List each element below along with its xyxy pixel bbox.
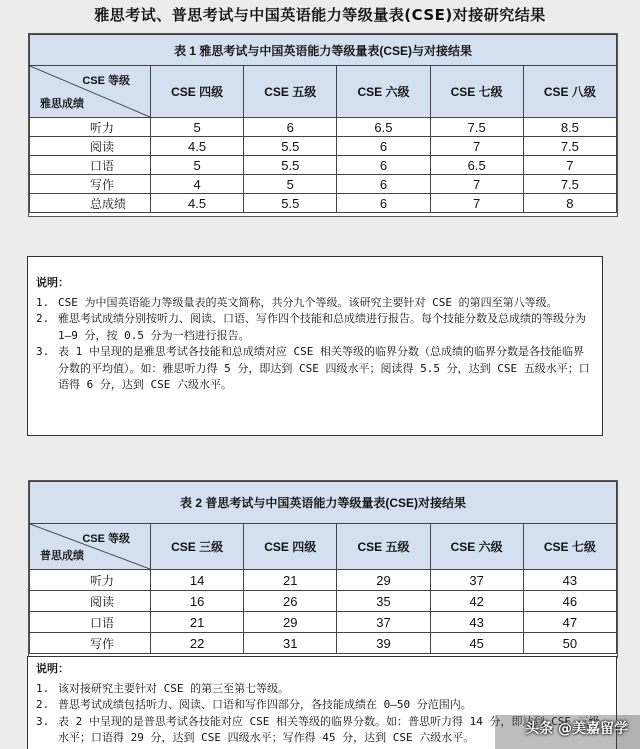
row-label: 阅读 (30, 591, 151, 612)
table-cell: 50 (523, 633, 616, 654)
list-number: 3. (36, 345, 50, 358)
table2-panel (28, 480, 618, 658)
table-row (30, 194, 617, 213)
table-cell: 7 (430, 137, 523, 156)
table1-corner-bottom: 雅思成绩 (40, 98, 84, 110)
table-cell: 6 (337, 194, 430, 213)
list-number: 2. (36, 698, 50, 711)
table-row (30, 118, 617, 137)
row-label: 口语 (30, 156, 151, 175)
table1-col-header: CSE 八级 (523, 66, 616, 118)
list-number: 2. (36, 312, 50, 325)
table-cell: 6 (337, 156, 430, 175)
page-title: 雅思考试、普思考试与中国英语能力等级量表(CSE)对接研究结果 (94, 6, 546, 24)
table1-panel (28, 33, 618, 217)
table-cell: 5 (151, 118, 244, 137)
row-label: 阅读 (30, 137, 151, 156)
table-cell: 8.5 (523, 118, 616, 137)
table-row (30, 156, 617, 175)
table-cell: 45 (430, 633, 523, 654)
notes2-title: 说明： (36, 662, 69, 675)
table-cell: 7 (430, 175, 523, 194)
table-cell: 8 (523, 194, 616, 213)
table-cell: 5.5 (244, 137, 337, 156)
table2-corner-cell (30, 524, 151, 570)
table-cell: 6.5 (337, 118, 430, 137)
table-row (30, 175, 617, 194)
list-item (36, 681, 608, 698)
notes1-title: 说明： (36, 276, 69, 289)
table-cell: 4.5 (151, 137, 244, 156)
watermark: 头条 @美嘉留学 (525, 721, 628, 737)
list-text: 该对接研究主要针对 CSE 的第三至第七等级。 (58, 681, 290, 695)
table-cell: 46 (523, 591, 616, 612)
table-cell: 42 (430, 591, 523, 612)
list-number: 3. (36, 714, 50, 728)
table2-col-header: CSE 六级 (430, 524, 523, 570)
table2-col-header: CSE 三级 (151, 524, 244, 570)
row-label: 总成绩 (30, 194, 151, 213)
table-cell: 6.5 (430, 156, 523, 175)
table1-corner-cell (30, 66, 151, 118)
table-cell: 35 (337, 591, 430, 612)
notes1-box (27, 256, 603, 436)
table2-corner-bottom: 普思成绩 (40, 550, 84, 562)
table-cell: 5.5 (244, 194, 337, 213)
table-cell: 31 (244, 633, 337, 654)
table1 (29, 34, 617, 213)
table-cell: 6 (337, 175, 430, 194)
table-cell: 6 (337, 137, 430, 156)
table-cell: 22 (151, 633, 244, 654)
list-number: 1. (36, 681, 50, 695)
row-label: 口语 (30, 612, 151, 633)
list-text: 表 1 中呈现的是雅思考试各技能和总成绩对应 CSE 相关等级的临界分数（总成绩的临界分数是各技能临界分数的平均值）。如：雅思听力得 5 分，即达到 CSE 四级水平；阅读得 5.5 分，达到 CSE 五级水平；口语得 6 分，达到 CSE 六级水平。 (58, 345, 590, 391)
table-row (30, 137, 617, 156)
table-cell: 7.5 (523, 175, 616, 194)
table-cell: 21 (244, 570, 337, 591)
list-text: 雅思考试成绩分别按听力、阅读、口语、写作四个技能和总成绩进行报告。每个技能分数及总成绩的等级分为 1—9 分，按 0.5 分为一档进行报告。 (58, 312, 586, 342)
table-cell: 21 (151, 612, 244, 633)
table-cell: 29 (337, 570, 430, 591)
table-cell: 7.5 (523, 137, 616, 156)
table2 (29, 481, 617, 654)
list-text: 普思考试成绩包括听力、阅读、口语和写作四部分，各技能成绩在 0—50 分范围内。 (58, 698, 472, 711)
table2-col-header: CSE 四级 (244, 524, 337, 570)
table-cell: 7 (430, 194, 523, 213)
row-label: 听力 (30, 118, 151, 137)
table2-col-header: CSE 七级 (523, 524, 616, 570)
table1-col-header: CSE 五级 (244, 66, 337, 118)
list-item (36, 344, 594, 394)
table-cell: 5.5 (244, 156, 337, 175)
list-item (36, 311, 594, 344)
table-cell: 16 (151, 591, 244, 612)
table-row (30, 570, 617, 591)
table-cell: 39 (337, 633, 430, 654)
list-item (36, 697, 608, 714)
table-cell: 6 (244, 118, 337, 137)
list-text: CSE 为中国英语能力等级量表的英文简称，共分九个等级。该研究主要针对 CSE 的第四至第八等级。 (58, 295, 558, 309)
table-cell: 4.5 (151, 194, 244, 213)
table-cell: 7.5 (430, 118, 523, 137)
table-cell: 4 (151, 175, 244, 194)
list-text: 表 2 中呈现的是普思考试各技能对应 CSE 相关等级的临界分数。如：普思听力得 14 分，即达到 CSE 三级水平；口语得 29 分，达到 CSE 四级水平；写作得 45 分，达到 CSE 六级水平。 (58, 714, 600, 744)
table-cell: 43 (430, 612, 523, 633)
table-cell: 47 (523, 612, 616, 633)
row-label: 听力 (30, 570, 151, 591)
table2-col-header: CSE 五级 (337, 524, 430, 570)
table-cell: 5 (244, 175, 337, 194)
table-cell: 7 (523, 156, 616, 175)
table-cell: 14 (151, 570, 244, 591)
table2-caption: 表 2 普思考试与中国英语能力等级量表(CSE)对接结果 (30, 482, 617, 524)
table2-corner-top: CSE 等级 (82, 533, 130, 545)
table-row (30, 633, 617, 654)
row-label: 写作 (30, 633, 151, 654)
table-cell: 37 (430, 570, 523, 591)
table-cell: 43 (523, 570, 616, 591)
table-cell: 37 (337, 612, 430, 633)
table-cell: 5 (151, 156, 244, 175)
table-cell: 26 (244, 591, 337, 612)
table1-col-header: CSE 七级 (430, 66, 523, 118)
table1-col-header: CSE 六级 (337, 66, 430, 118)
table1-caption: 表 1 雅思考试与中国英语能力等级量表(CSE)与对接结果 (30, 35, 617, 66)
table-row (30, 612, 617, 633)
table-cell: 29 (244, 612, 337, 633)
list-number: 1. (36, 295, 50, 309)
table1-col-header: CSE 四级 (151, 66, 244, 118)
table1-corner-top: CSE 等级 (82, 75, 130, 87)
list-item (36, 295, 594, 312)
row-label: 写作 (30, 175, 151, 194)
table-row (30, 591, 617, 612)
